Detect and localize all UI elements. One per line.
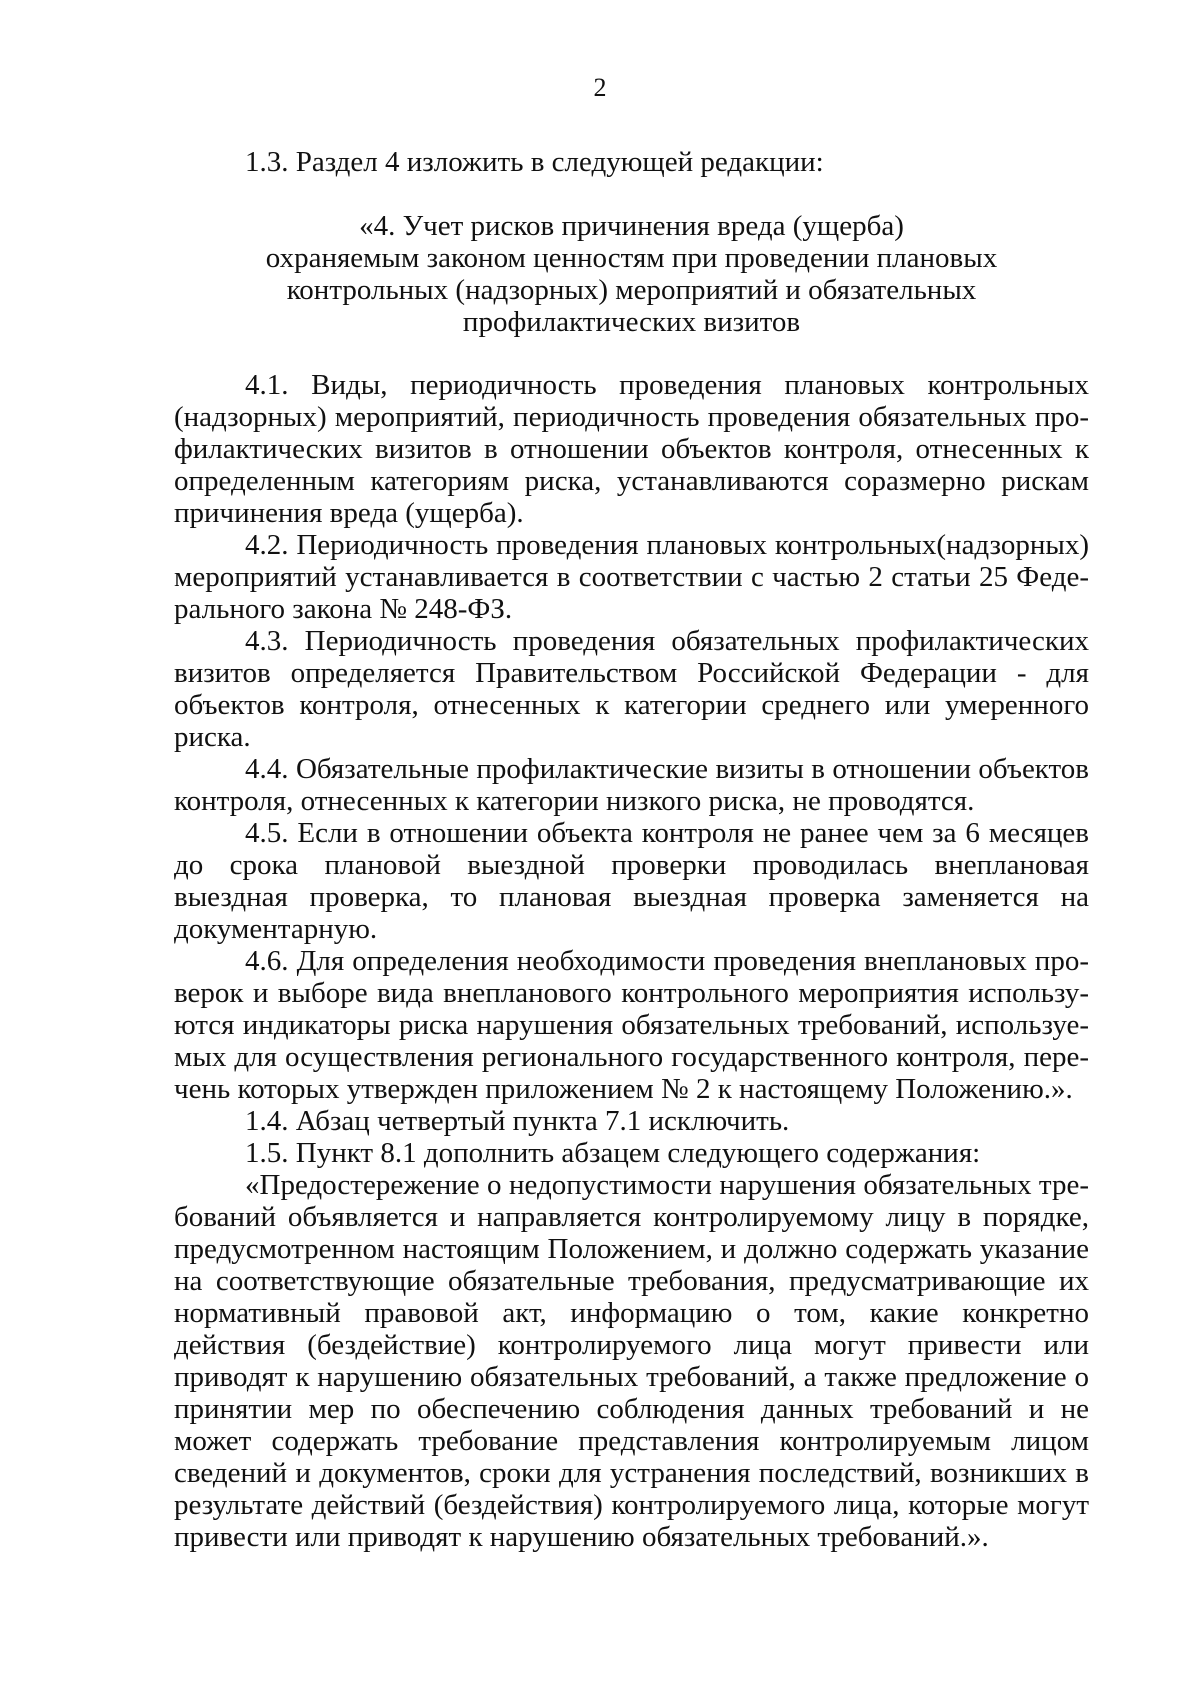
amendment-1-5: 1.5. Пункт 8.1 дополнить абзацем следующего содержания:: [245, 1137, 981, 1169]
paragraph-4-6: 4.6. Для определения необходимости проведения внеплановых проверок и выборе вида внепланового контрольного мероприятия используются индикаторы риска нарушения обязательных требований, используемых для осуществления регионального государственного контроля, перечень которых утвержден приложением № 2 к настоящему Положению.».: [174, 945, 1089, 1105]
paragraph-4-4: 4.4. Обязательные профилактические визиты в отношении объектов контроля, отнесенных к категории низкого риска, не проводятся.: [174, 753, 1089, 817]
amendment-1-3-intro: 1.3. Раздел 4 изложить в следующей редакции:: [245, 146, 824, 178]
warning-paragraph: «Предостережение о недопустимости нарушения обязательных требований объявляется и направляется контролируемому лицу в порядке, предусмотренном настоящим Положением, и должно содержать указание на соответствующие обязательные требования, предусматривающие их нормативный правовой акт, информацию о том, какие конкретно действия (бездействие) контролируемого лица могут привести или приводят к нарушению обязательных требований, а также предложение о принятии мер по обеспечению соблюдения данных требований и не может содержать требование представления контролируемым лицом сведений и документов, сроки для устранения последствий, возникших в результате действий (бездействия) контролируемого лица, которые могут привести или приводят к нарушению обязательных требований.».: [174, 1169, 1089, 1553]
amendment-1-4: 1.4. Абзац четвертый пункта 7.1 исключить.: [245, 1105, 790, 1137]
paragraph-4-2: 4.2. Периодичность проведения плановых контрольных(надзорных) мероприятий устанавливается в соответствии с частью 2 статьи 25 Федерального закона № 248-ФЗ.: [174, 529, 1089, 625]
paragraph-4-3: 4.3. Периодичность проведения обязательных профилактических визитов определяется Правительством Российской Федерации - для объектов контроля, отнесенных к категории среднего или умеренного риска.: [174, 625, 1089, 753]
section-heading-line: контрольных (надзорных) мероприятий и обязательных: [286, 274, 977, 306]
section-heading-line: «4. Учет рисков причинения вреда (ущерба): [359, 210, 904, 242]
page-number: 2: [593, 73, 607, 102]
document-body: [174, 146, 1089, 1553]
paragraph-4-1: 4.1. Виды, периодичность проведения плановых контрольных (надзорных) мероприятий, периодичность проведения обязательных профилактических визитов в отношении объектов контроля, отнесенных к определенным категориям риска, устанавливаются соразмерно рискам причинения вреда (ущерба).: [174, 369, 1089, 529]
section-4-heading: [174, 210, 1089, 338]
section-heading-line: охраняемым законом ценностям при проведении плановых: [265, 242, 998, 274]
section-heading-line: профилактических визитов: [462, 306, 801, 338]
paragraph-4-5: 4.5. Если в отношении объекта контроля не ранее чем за 6 месяцев до срока плановой выездной проверки проводилась внеплановая выездная проверка, то плановая выездная проверка заменяется на документарную.: [174, 817, 1089, 945]
